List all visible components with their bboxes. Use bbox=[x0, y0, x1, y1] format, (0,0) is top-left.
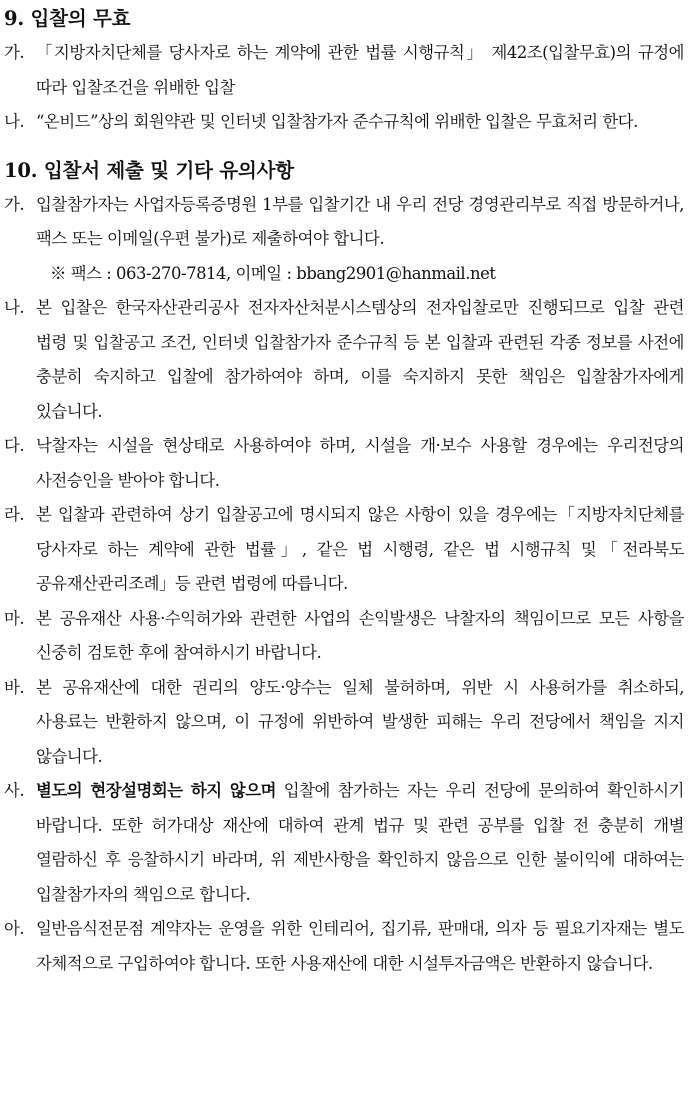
item-marker: 아. bbox=[4, 919, 25, 938]
section-10-list bbox=[4, 188, 684, 982]
item-text: 낙찰자는 시설을 현상태로 사용하여야 하며, 시설을 개·보수 사용할 경우에는 우리전당의 사전승인을 받아야 합니다. bbox=[36, 436, 684, 490]
list-item bbox=[4, 671, 684, 775]
item-marker: 마. bbox=[4, 608, 25, 628]
list-item bbox=[4, 291, 684, 429]
item-text: “온비드”상의 회원약관 및 인터넷 입찰참가자 준수규칙에 위배한 입찰은 무효처리 한다. bbox=[36, 112, 638, 131]
list-item bbox=[4, 105, 684, 140]
item-marker: 가. bbox=[4, 194, 25, 214]
item-text: 본 입찰과 관련하여 상기 입찰공고에 명시되지 않은 사항이 있을 경우에는「지방자치단체를 당사자로 하는 계약에 관한 법률」, 같은 법 시행령, 같은 법 시행규칙 및「전라북도 공유재산관리조례」등 관련 법령에 따릅니다. bbox=[36, 505, 684, 593]
section-9 bbox=[4, 4, 684, 140]
section-divider-space bbox=[4, 140, 684, 156]
list-item bbox=[4, 498, 684, 602]
list-item bbox=[4, 602, 684, 671]
list-item bbox=[4, 36, 684, 105]
item-marker: 사. bbox=[4, 781, 25, 800]
item-text: 입찰에 참가하는 자는 우리 전당에 문의하여 확인하시기 바랍니다. 또한 허가대상 재산에 대하여 관계 법규 및 관련 공부를 입찰 전 충분히 개별 열람하신 후 응찰하시기 바라며, 위 제반사항을 확인하지 않음으로 인한 불이익에 대하여는 입찰참가자의 책임으로 합니다. bbox=[36, 781, 685, 904]
item-marker: 라. bbox=[4, 505, 25, 524]
item-marker: 바. bbox=[4, 677, 25, 697]
item-text: 「지방자치단체를 당사자로 하는 계약에 관한 법률 시행규칙」 제42조(입찰무효)의 규정에 따라 입찰조건을 위배한 입찰 bbox=[36, 43, 684, 97]
item-text: 본 공유재산 사용·수익허가와 관련한 사업의 손익발생은 낙찰자의 책임이므로 모든 사항을 신중히 검토한 후에 참여하시기 바랍니다. bbox=[36, 608, 684, 662]
emphasis-text: 별도의 현장설명회는 하지 않으며 bbox=[36, 781, 277, 800]
item-text: 본 입찰은 한국자산관리공사 전자자산처분시스템상의 전자입찰로만 진행되므로 입찰 관련 법령 및 입찰공고 조건, 인터넷 입찰참가자 준수규칙 등 본 입찰과 관련된 각종 정보를 사전에 충분히 숙지하고 입찰에 참가하여야 하며, 이를 숙지하지 못한 책임은 입찰참가자에게 있습니다. bbox=[36, 298, 684, 421]
item-text: 입찰참가자는 사업자등록증명원 1부를 입찰기간 내 우리 전당 경영관리부로 직접 방문하거나, 팩스 또는 이메일(우편 불가)로 제출하여야 합니다. bbox=[36, 194, 684, 248]
item-marker: 다. bbox=[4, 436, 25, 455]
list-item bbox=[4, 188, 684, 292]
item-marker: 나. bbox=[4, 112, 25, 131]
section-9-list bbox=[4, 36, 684, 140]
item-marker: 나. bbox=[4, 298, 25, 317]
contact-note: ※ 팩스 : 063-270-7814, 이메일 : bbang2901@hanmail.net bbox=[50, 263, 496, 283]
list-item bbox=[4, 912, 684, 981]
list-item bbox=[4, 774, 684, 912]
section-10 bbox=[4, 156, 684, 982]
section-9-title: 9. 입찰의 무효 bbox=[4, 7, 131, 30]
section-10-title: 10. 입찰서 제출 및 기타 유의사항 bbox=[4, 158, 294, 182]
item-marker: 가. bbox=[4, 43, 25, 62]
item-text: 일반음식전문점 계약자는 운영을 위한 인테리어, 집기류, 판매대, 의자 등 필요기자재는 별도 자체적으로 구입하여야 합니다. 또한 사용재산에 대한 시설투자금액은 반환하지 않습니다. bbox=[36, 919, 684, 973]
item-text: 본 공유재산에 대한 권리의 양도·양수는 일체 불허하며, 위반 시 사용허가를 취소하되, 사용료는 반환하지 않으며, 이 규정에 위반하여 발생한 피해는 우리 전당에서 책임을 지지 않습니다. bbox=[36, 677, 684, 766]
list-item bbox=[4, 429, 684, 498]
